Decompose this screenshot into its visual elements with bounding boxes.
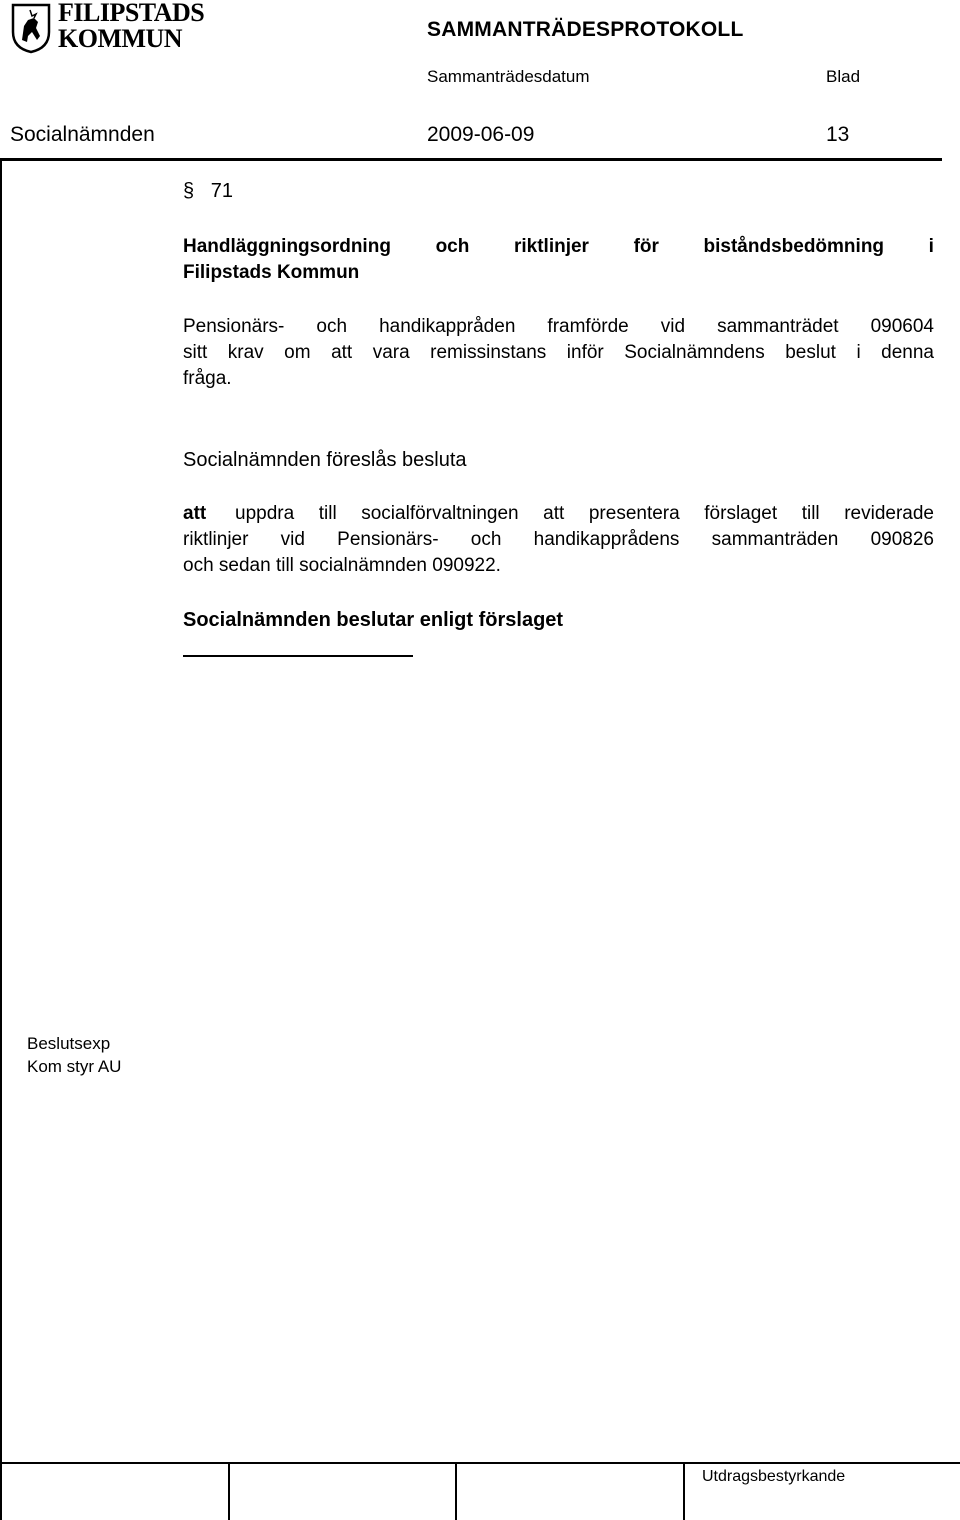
att-clause [183, 501, 934, 579]
heading-word: biståndsbedömning [703, 236, 885, 257]
paragraph-line: Pensionärs- och handikappråden framförde vid sammanträdet 090604 [183, 316, 934, 337]
header-rule [0, 158, 942, 161]
paragraph-symbol: § [183, 180, 195, 202]
date-label: Sammanträdesdatum [427, 67, 590, 86]
paragraph-line: sitt krav om att vara remissinstans inför Socialnämndens beslut i denna [183, 342, 934, 363]
footer-divider [683, 1462, 685, 1520]
section-number: 71 [210, 180, 234, 202]
page-label: Blad [826, 67, 861, 86]
document-title: SAMMANTRÄDESPROTOKOLL [427, 18, 744, 41]
decision-text: Socialnämnden beslutar enligt förslaget [183, 609, 564, 631]
background-paragraph [183, 314, 934, 392]
committee-name: Socialnämnden [10, 123, 155, 146]
attestation-label: Utdragsbestyrkande [702, 1468, 846, 1485]
heading-word: Handläggningsordning [183, 236, 391, 257]
heading-word: för [633, 236, 659, 257]
signature-rule [183, 655, 413, 657]
left-frame-line [0, 158, 2, 1520]
proposal-heading: Socialnämnden föreslås besluta [183, 449, 467, 471]
section-heading [183, 234, 934, 286]
section-marker [183, 180, 233, 203]
logo-text-line2: KOMMUN [58, 24, 183, 53]
distribution-recipient: Kom styr AU [27, 1057, 122, 1076]
page-number: 13 [826, 123, 850, 146]
att-line: och sedan till socialnämnden 090922. [183, 555, 501, 576]
heading-word: och [435, 236, 470, 257]
att-line: riktlinjer vid Pensionärs- och handikapprådens sammanträden 090826 [183, 529, 934, 550]
footer-divider [228, 1462, 230, 1520]
municipality-logo [10, 2, 215, 54]
heading-word: riktlinjer [513, 236, 589, 257]
footer-divider [455, 1462, 457, 1520]
distribution-list [27, 1032, 121, 1078]
distribution-label: Beslutsexp [27, 1034, 111, 1053]
heading-word: i [928, 236, 934, 257]
footer-rule [0, 1462, 960, 1464]
logo-text-line1: FILIPSTADS [58, 0, 205, 27]
paragraph-line: fråga. [183, 368, 232, 389]
heading-line: Filipstads Kommun [183, 262, 360, 283]
meeting-date: 2009-06-09 [427, 123, 535, 146]
att-label: att [183, 503, 207, 524]
coat-of-arms-icon [10, 2, 52, 54]
att-line: uppdra till socialförvaltningen att presentera förslaget till reviderade [235, 503, 934, 524]
